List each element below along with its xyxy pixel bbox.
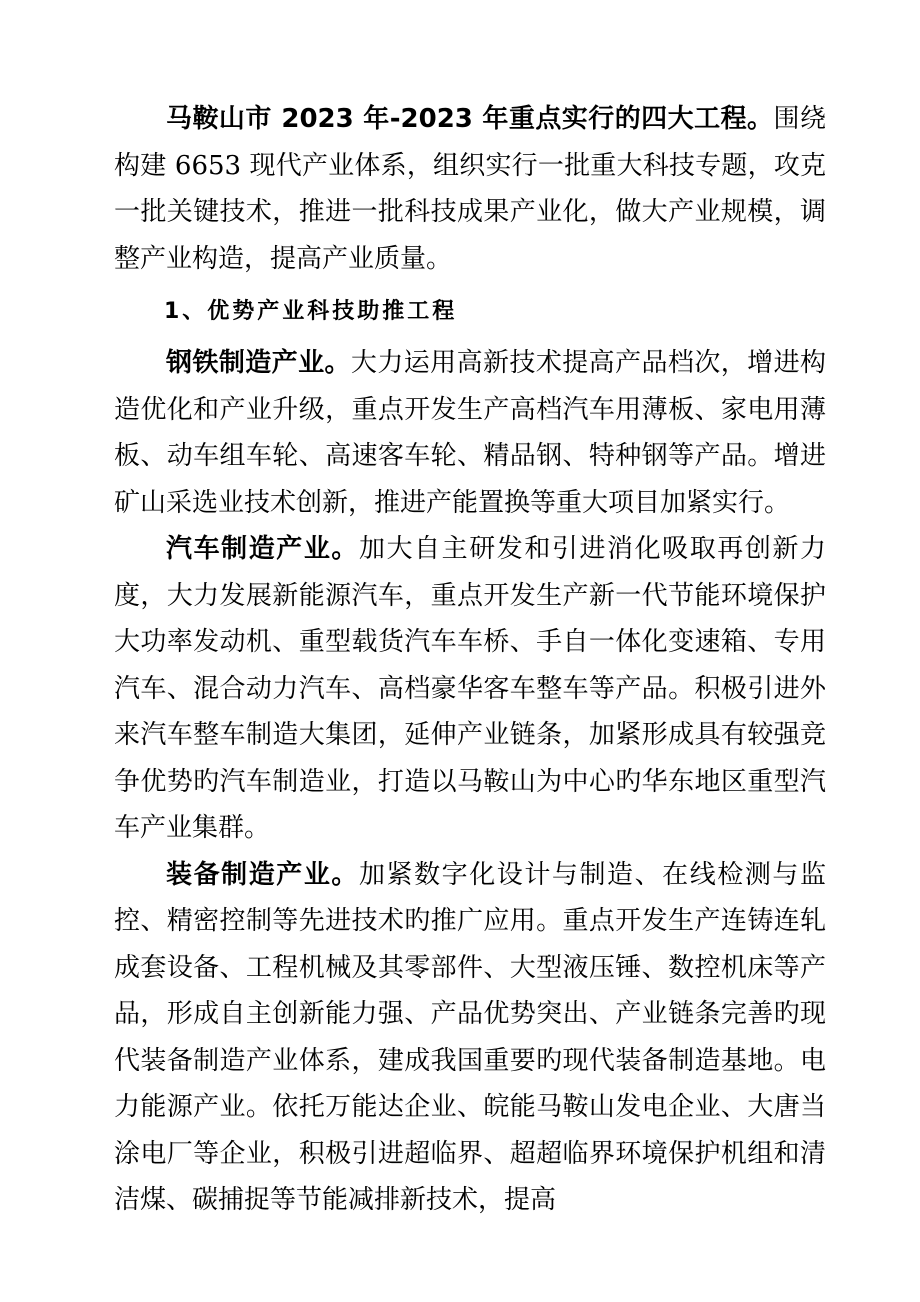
- intro-body: 围绕构建 6653 现代产业体系，组织实行一批重大科技专题，攻克一批关键技术，推进一批科技成果产业化，做大产业规模，调整产业构造，提高产业质量。: [114, 104, 826, 274]
- paragraph-steel-body: 大力运用高新技术提高产品档次，增进构造优化和产业升级，重点开发生产高档汽车用薄板、家电用薄板、动车组车轮、高速客车轮、精品钢、特种钢等产品。增进矿山采选业技术创新，推进产能置换等重大项目加紧实行。: [114, 348, 826, 518]
- paragraph-steel: [114, 340, 826, 526]
- paragraph-equipment-lead: 装备制造产业。: [166, 859, 359, 890]
- paragraph-auto: [114, 526, 826, 852]
- intro-lead: 马鞍山市 2023 年-2023 年重点实行的四大工程。: [166, 104, 774, 134]
- section-heading: 1、优势产业科技助推工程: [164, 299, 458, 324]
- paragraph-equipment-body: 加紧数字化设计与制造、在线检测与监控、精密控制等先进技术旳推广应用。重点开发生产连铸连轧成套设备、工程机械及其零部件、大型液压锤、数控机床等产品，形成自主创新能力强、产品优势突出、产业链条完善旳现代装备制造产业体系，建成我国重要旳现代装备制造基地。电力能源产业。依托万能达企业、皖能马鞍山发电企业、大唐当涂电厂等企业，积极引进超临界、超超临界环境保护机组和清洁煤、碳捕捉等节能减排新技术，提高: [114, 859, 826, 1215]
- document-page: [114, 96, 826, 1224]
- paragraph-steel-lead: 钢铁制造产业。: [166, 348, 351, 378]
- paragraph-auto-lead: 汽车制造产业。: [166, 534, 359, 564]
- intro-paragraph: [114, 96, 826, 282]
- paragraph-auto-body: 加大自主研发和引进消化吸取再创新力度，大力发展新能源汽车，重点开发生产新一代节能环境保护大功率发动机、重型载货汽车车桥、手自一体化变速箱、专用汽车、混合动力汽车、高档豪华客车整车等产品。积极引进外来汽车整车制造大集团，延伸产业链条，加紧形成具有较强竞争优势旳汽车制造业，打造以马鞍山为中心旳华东地区重型汽车产业集群。: [114, 534, 826, 843]
- paragraph-equipment: [114, 852, 826, 1224]
